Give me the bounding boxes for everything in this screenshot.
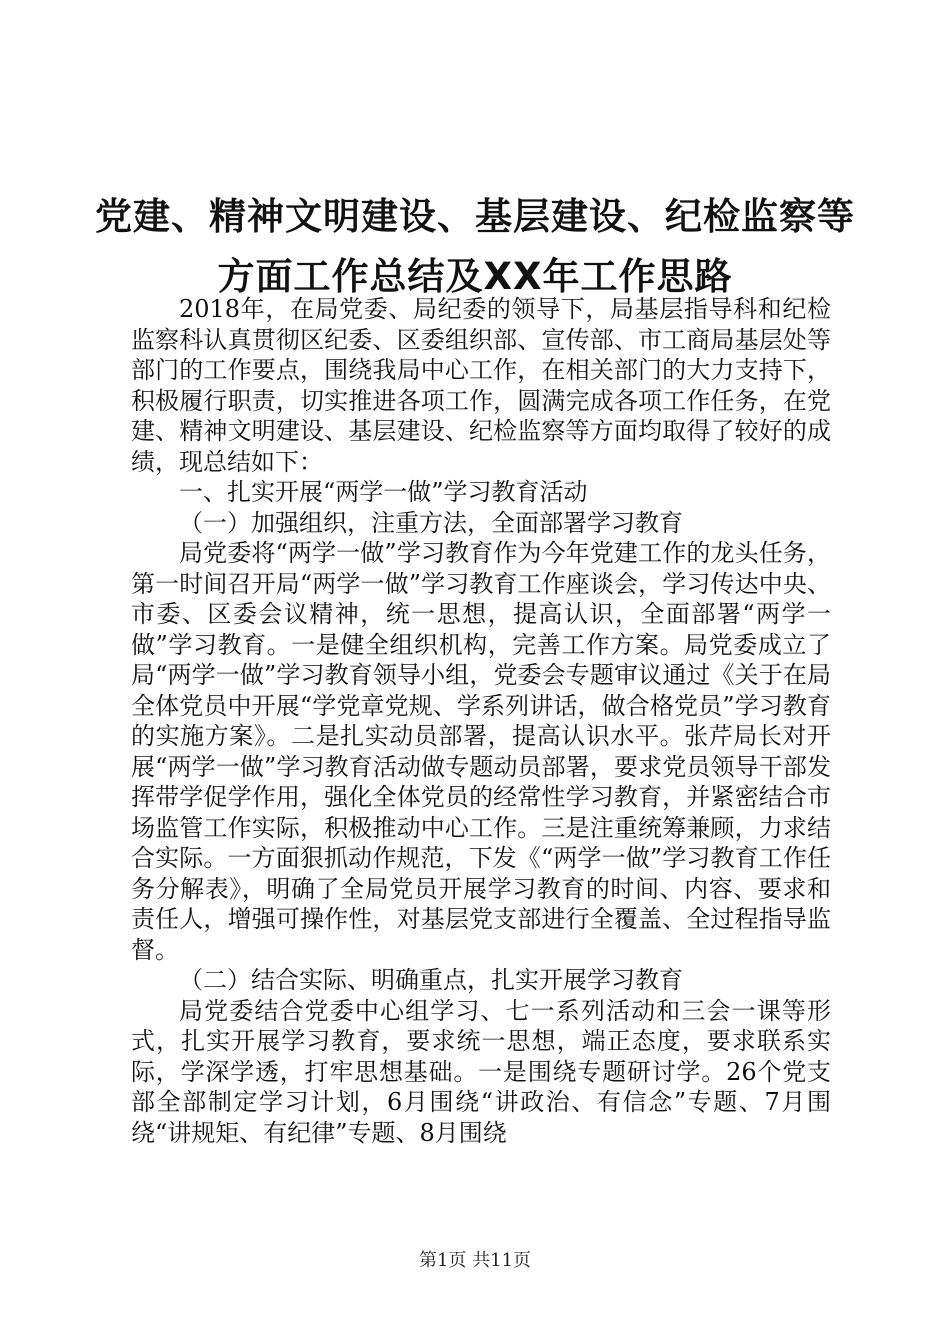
page-number-footer: 第1页 共11页 — [418, 1250, 532, 1271]
subsection-heading-1: （一）加强组织，注重方法，全面部署学习教育 — [179, 508, 683, 537]
document-title-line-2: 方面工作总结及XX年工作思路 — [217, 255, 733, 298]
section-heading-1: 一、扎实开展“两学一做”学习教育活动 — [179, 478, 588, 506]
document-title-line-1: 党建、精神文明建设、基层建设、纪检监察等 — [95, 195, 855, 238]
body-paragraph-1: 局党委将“两学一做”学习教育作为今年党建工作的龙头任务，第一时间召开局“两学一做”学习教育工作座谈会，学习传达中央、市委、区委会议精神，统一思想，提高认识，全面部署“两学一做”学习教育。一是健全组织机构，完善工作方案。局党委成立了局“两学一做”学习教育领导小组，党委会专题审议通过《关于在局全体党员中开展“学党章党规、学系列讲话，做合格党员”学习教育的实施方案》。二是扎实动员部署，提高认识水平。张芹局长对开展“两学一做”学习教育活动做专题动员部署，要求党员领导干部发挥带学促学作用，强化全体党员的经常性学习教育，并紧密结合市场监管工作实际，积极推动中心工作。三是注重统筹兼顾，力求结合实际。一方面狠抓动作规范，下发《“两学一做”学习教育工作任务分解表》，明确了全局党员开展学习教育的时间、内容、要求和责任人，增强可操作性，对基层党支部进行全覆盖、全过程指导监督。 — [131, 539, 831, 964]
intro-paragraph: 2018年，在局党委、局纪委的领导下，局基层指导科和纪检监察科认真贯彻区纪委、区委组织部、宣传部、市工商局基层处等部门的工作要点，围绕我局中心工作，在相关部门的大力支持下，积极履行职责，切实推进各项工作，圆满完成各项工作任务，在党建、精神文明建设、基层建设、纪检监察等方面均取得了较好的成绩，现总结如下： — [131, 295, 831, 476]
body-paragraph-2: 局党委结合党委中心组学习、七一系列活动和三会一课等形式，扎实开展学习教育，要求统一思想，端正态度，要求联系实际，学深学透，打牢思想基础。一是围绕专题研讨学。26个党支部全部制定学习计划，6月围绕“讲政治、有信念”专题、7月围绕“讲规矩、有纪律”专题、8月围绕 — [131, 996, 831, 1147]
document-body — [131, 294, 831, 1148]
subsection-heading-2: （二）结合实际、明确重点，扎实开展学习教育 — [179, 966, 683, 994]
